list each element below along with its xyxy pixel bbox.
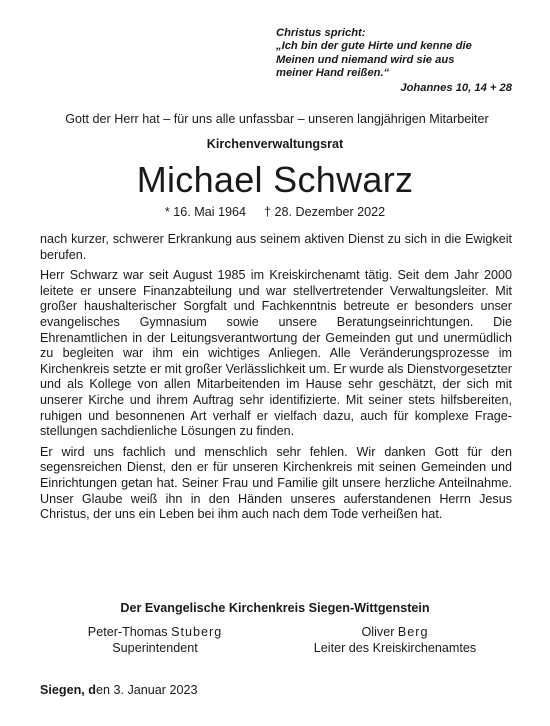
bible-quote [276,27,512,95]
signatory-first-name: Oliver [361,625,398,639]
place-and-date [40,683,198,697]
signatory-last-name: Stuberg [171,625,223,639]
birth-date: * 16. Mai 1964 [164,205,247,219]
signatory-name [35,624,275,640]
signatory-first-name: Peter-Thomas [87,625,172,639]
signatory-title: Leiter des Kreiskirchenamtes [313,641,477,655]
body-paragraph: nach kurzer, schwerer Erkrankung aus seinem aktiven Dienst zu sich in die Ewigkeit berufen. [40,232,512,262]
quote-line: „Ich bin der gute Hirte und kenne die [276,40,472,53]
quote-reference: Johannes 10, 14 + 28 [400,81,512,94]
signatory-office-head [275,624,515,656]
date: en 3. Januar 2023 [95,683,198,697]
intro-text: Gott der Herr hat – für uns alle unfassbar – unseren langjährigen Mitarbeiter [65,112,489,126]
organization-signoff: Der Evangelische Kirchenkreis Siegen-Wittgenstein [120,601,430,615]
signatory-title: Superintendent [112,641,198,655]
quote-line: meiner Hand reißen.“ [276,67,390,80]
quote-line: Meinen und niemand wird sie aus [276,53,455,66]
quote-line: Christus spricht: [276,27,366,39]
signatory-name [275,624,515,640]
obituary-body [40,232,512,528]
death-date: † 28. Dezember 2022 [264,205,386,219]
deceased-name: Michael Schwarz [136,159,414,200]
body-paragraph: Herr Schwarz war seit August 1985 im Kreiskirchenamt tätig. Seit dem Jahr 2000 leitete er unsere Finanzabteilung und war stellvertretender Verwaltungsleiter. Mit großer haushalterischer Sorgfalt und Fachkenntnis betreute er besonders unser evangelisches Gymnasium sowie unsere Beratungseinrichtungen. Die Ehrenamtlichen in der Leitungsverantwortung der Gemeinden gut und unermüdlich zu begleiten war ihm ein wichtiges Anliegen. Alle Veränderungsprozesse im Kirchenkreis setzte er mit großer Verlässlichkeit um. Er wurde als Dienstvorgesetzter und als Kollege von allen Mitarbeitenden im Hause sehr geschätzt, der sich mit unserer Kirche und ihrem Auftrag sehr identifizierte. Mit seiner stets hilfsbereiten, ruhigen und besonnenen Art verhalf er vielfach dazu, auch für komplexe Fragestellungen sachdienliche Lösungen zu finden. [40,268,512,439]
place: Siegen, d [40,683,96,697]
signatory-superintendent [35,624,275,656]
body-paragraph: Er wird uns fachlich und menschlich sehr fehlen. Wir danken Gott für den segensreichen Dienst, den er für unseren Kirchenkreis mit seinen Gemeinden und Einrichtungen getan hat. Seiner Frau und Familie gilt unsere herzliche Anteilnahme. Unser Glaube weiß ihn in den Händen unseres auferstandenen Herrn Jesus Christus, der uns ein Leben bei ihm auch nach dem Tode verheißen hat. [40,444,512,522]
life-dates [0,205,550,219]
signatory-last-name: Berg [397,625,429,639]
deceased-title: Kirchenverwaltungsrat [206,137,344,151]
